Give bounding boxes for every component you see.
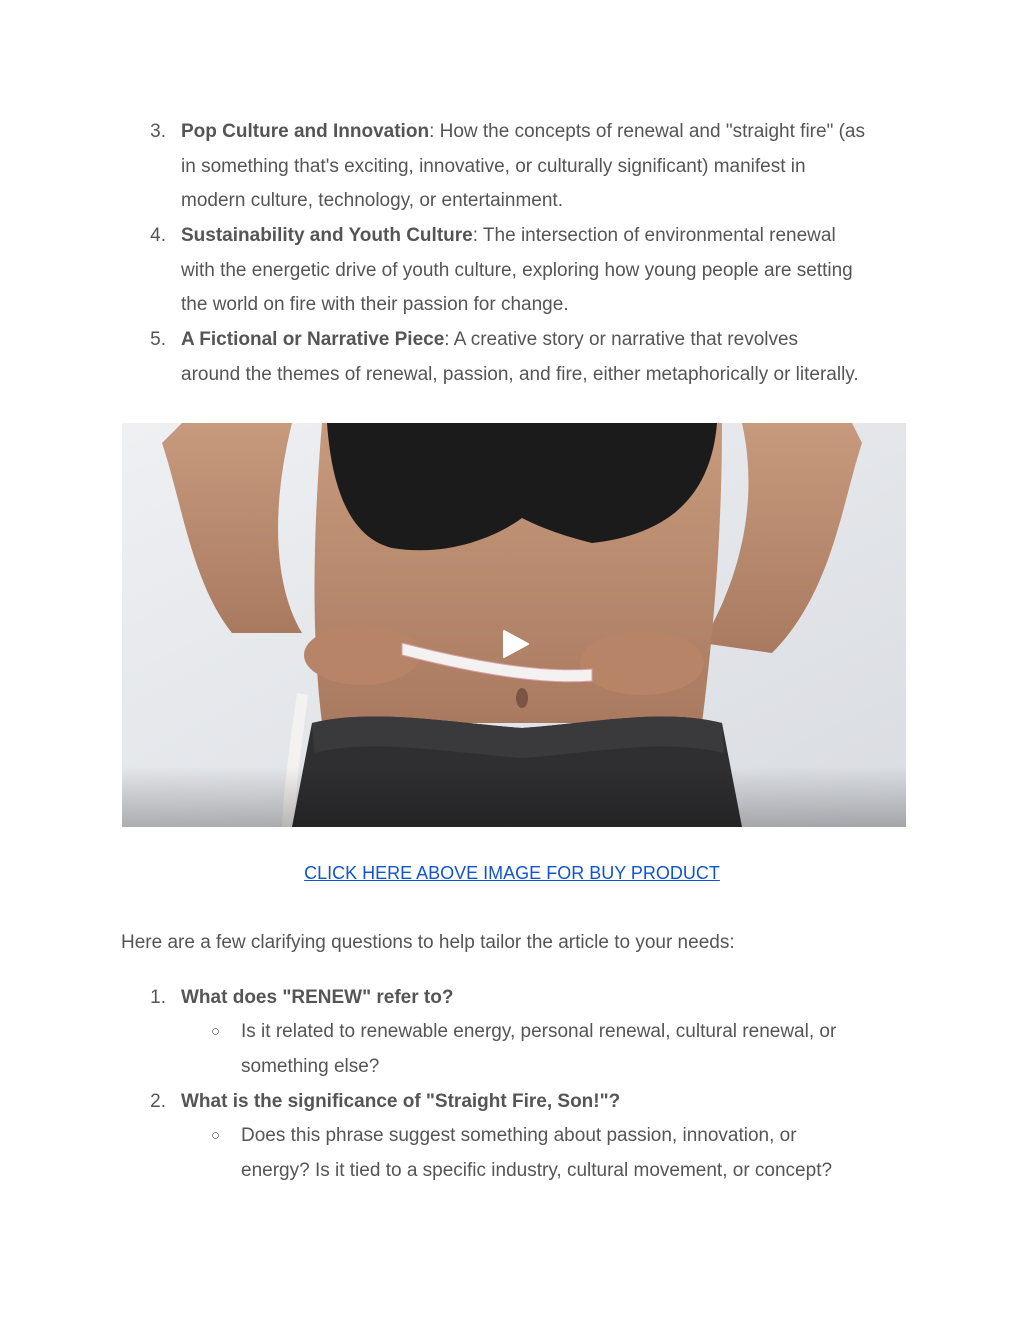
question-title-text: What does "RENEW" refer to? bbox=[181, 987, 454, 1008]
list-number: 5. bbox=[150, 329, 166, 350]
list-item-text: : How the concepts of renewal and "straight fire" (as bbox=[429, 121, 865, 142]
list-item-fictional bbox=[181, 323, 941, 392]
list-item-text: : The intersection of environmental renewal bbox=[472, 225, 836, 246]
list-item-text: in something that's exciting, innovative, or culturally significant) manifest in bbox=[181, 155, 806, 177]
list-item-pop-culture bbox=[181, 115, 941, 219]
intro-paragraph: Here are a few clarifying questions to help tailor the article to your needs: bbox=[121, 932, 735, 953]
question-detail-text: something else? bbox=[241, 1055, 380, 1077]
buy-product-link-container bbox=[0, 860, 1024, 886]
list-item-text: with the energetic drive of youth culture, exploring how young people are setting bbox=[181, 259, 853, 281]
question-title bbox=[181, 1085, 941, 1120]
product-photo bbox=[122, 423, 906, 827]
question-title bbox=[181, 981, 941, 1016]
question-title-text: What is the significance of "Straight Fire, Son!"? bbox=[181, 1091, 621, 1112]
list-item-text: the world on fire with their passion for change. bbox=[181, 294, 569, 316]
list-item-text: around the themes of renewal, passion, and fire, either metaphorically or literally. bbox=[181, 363, 859, 385]
list-item-text: : A creative story or narrative that revolves bbox=[444, 329, 799, 350]
list-number: 3. bbox=[150, 121, 166, 142]
buy-product-link[interactable]: CLICK HERE ABOVE IMAGE FOR BUY PRODUCT bbox=[304, 863, 720, 883]
question-number: 2. bbox=[150, 1091, 166, 1112]
list-item-title: Pop Culture and Innovation bbox=[181, 121, 430, 142]
question-number: 1. bbox=[150, 987, 166, 1008]
product-video-thumbnail[interactable] bbox=[122, 423, 906, 827]
play-icon[interactable] bbox=[500, 629, 530, 659]
list-item-text: modern culture, technology, or entertainment. bbox=[181, 190, 563, 212]
question-detail-text: Does this phrase suggest something about passion, innovation, or bbox=[241, 1125, 797, 1146]
bullet-icon: ○ bbox=[211, 1127, 221, 1144]
question-detail bbox=[241, 1015, 901, 1084]
question-detail-text: energy? Is it tied to a specific industry, cultural movement, or concept? bbox=[241, 1159, 833, 1181]
list-item-sustainability bbox=[181, 219, 941, 323]
bullet-icon: ○ bbox=[211, 1023, 221, 1040]
question-detail-text: Is it related to renewable energy, personal renewal, cultural renewal, or bbox=[241, 1021, 837, 1042]
list-item-title: Sustainability and Youth Culture bbox=[181, 225, 473, 246]
question-detail bbox=[241, 1119, 901, 1188]
list-number: 4. bbox=[150, 225, 166, 246]
list-item-title: A Fictional or Narrative Piece bbox=[181, 329, 445, 350]
